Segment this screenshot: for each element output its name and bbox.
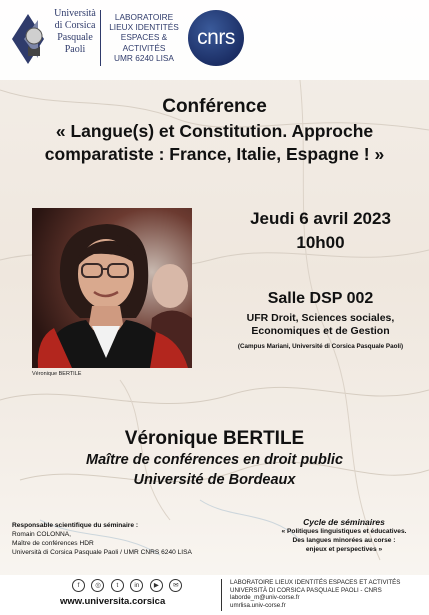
lisa-lab-name <box>106 12 182 63</box>
footer <box>0 575 429 615</box>
speaker-affiliation: Université de Bordeaux <box>133 472 296 488</box>
univ-line-4: Paoli <box>64 44 86 55</box>
univ-line-3: Pasquale <box>57 32 93 43</box>
seminar-cycle-title: Cycle de séminaires <box>303 517 385 527</box>
lisa-line-2: LIEUX IDENTITÉS <box>109 22 179 33</box>
event-time: 10h00 <box>296 233 345 252</box>
university-website-link[interactable]: www.universita.corsica <box>60 596 166 607</box>
youtube-icon[interactable]: ▶ <box>150 579 163 592</box>
faculty-line-1: UFR Droit, Sciences sociales, <box>246 312 395 324</box>
event-date: Jeudi 6 avril 2023 <box>250 209 391 228</box>
event-room: Salle DSP 002 <box>267 290 374 307</box>
scientific-lead-line-3: Università di Corsica Pasquale Paoli / UMR CNRS 6240 LISA <box>12 549 192 556</box>
event-campus: (Campus Mariani, Université di Corsica Pasquale Paoli) <box>237 343 404 350</box>
conference-title-line-1: « Langue(s) et Constitution. Approche <box>55 121 374 141</box>
linkedin-icon[interactable]: in <box>130 579 143 592</box>
speaker-role: Maître de conférences en droit public <box>85 452 344 468</box>
scientific-lead-heading: Responsable scientifique du séminaire : <box>12 522 139 529</box>
cnrs-logo: cnrs <box>188 10 244 66</box>
footer-info-line-2: UNIVERSITÀ DI CORSICA PASQUALE PAOLI - CNRS <box>230 586 382 594</box>
event-type-heading: Conférence <box>162 96 267 117</box>
lisa-line-3: ESPACES & ACTIVITÉS <box>120 32 168 53</box>
twitter-icon[interactable]: t <box>111 579 124 592</box>
scientific-lead-line-2: Maître de conférences HDR <box>12 540 94 547</box>
header-logos <box>0 0 429 80</box>
facebook-icon[interactable]: f <box>72 579 85 592</box>
conference-title-line-2: comparatiste : France, Italie, Espagne ! » <box>44 144 385 164</box>
seminar-cycle-line-1: « Politiques linguistiques et éducatives. <box>281 528 407 535</box>
footer-info-line-1: LABORATOIRE LIEUX IDENTITÉS ESPACES ET ACTIVITÉS <box>230 579 401 586</box>
footer-lab-website-link[interactable]: umrlisa.univ-corse.fr <box>230 601 286 609</box>
seminar-cycle <box>265 517 423 554</box>
speaker-name: Véronique BERTILE <box>124 428 305 449</box>
social-links <box>72 579 184 591</box>
lisa-line-4: UMR 6240 LISA <box>114 52 174 63</box>
faculty-line-2: Economiques et de Gestion <box>251 325 390 337</box>
footer-lab-info <box>230 579 426 609</box>
seminar-cycle-line-3: enjeux et perspectives » <box>305 546 383 553</box>
univ-line-2: di Corsica <box>54 20 96 31</box>
speaker-photo <box>32 208 192 368</box>
univ-line-1: Università <box>54 8 96 19</box>
speaker-portrait-icon <box>32 208 192 368</box>
scientific-lead-line-1: Romain COLONNA, <box>12 531 71 538</box>
footer-divider <box>221 579 222 611</box>
seminar-cycle-line-2: Des langues minorées au corse : <box>292 537 396 544</box>
scientific-lead <box>12 521 262 557</box>
mail-icon[interactable]: ✉ <box>169 579 182 592</box>
footer-email-link[interactable]: laborde_m@univ-corse.fr <box>230 594 300 602</box>
header-divider <box>100 10 101 66</box>
event-faculty <box>212 312 429 338</box>
lisa-line-1: LABORATOIRE <box>114 12 174 22</box>
photo-caption: Véronique BERTILE <box>32 371 82 377</box>
instagram-icon[interactable]: ◎ <box>91 579 104 592</box>
university-name <box>46 8 104 56</box>
